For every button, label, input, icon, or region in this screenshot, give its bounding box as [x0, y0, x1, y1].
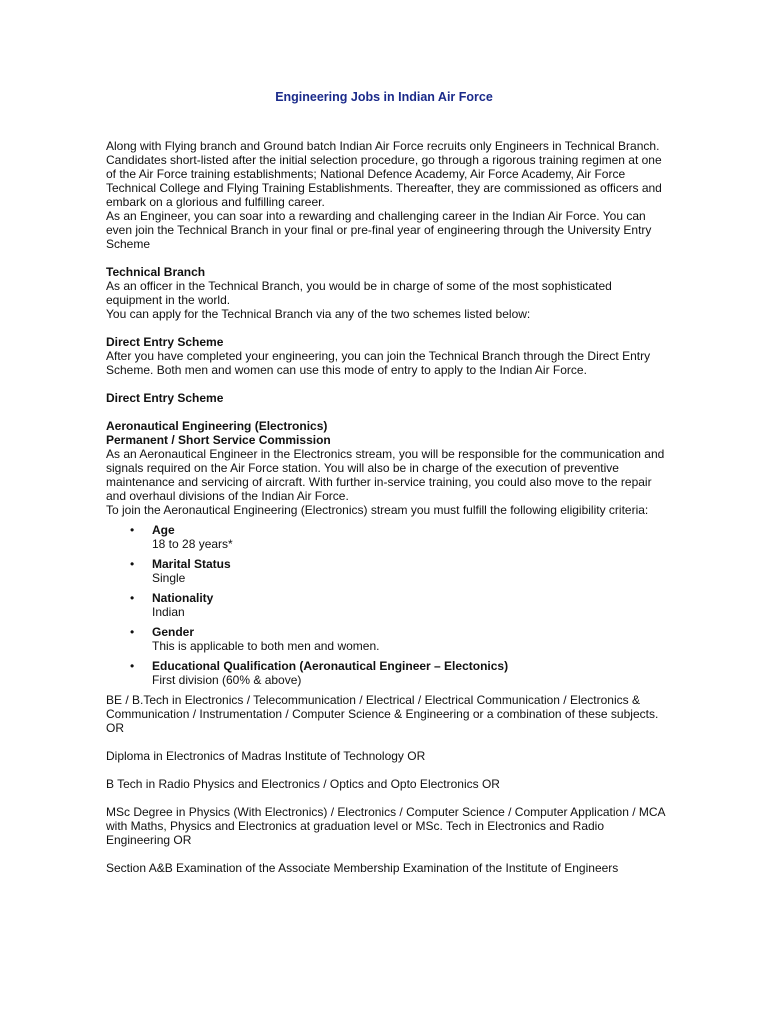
document-body [106, 139, 666, 875]
criteria-value: First division (60% & above) [152, 673, 302, 687]
criteria-value: Single [152, 571, 186, 585]
qualification-btech-radio-physics: B Tech in Radio Physics and Electronics / Optics and Opto Electronics OR [106, 777, 500, 791]
criteria-value: 18 to 28 years* [152, 537, 233, 551]
criteria-item-age [106, 523, 666, 551]
criteria-label: Educational Qualification (Aeronautical Engineer – Electonics) [152, 659, 509, 673]
direct-entry-paragraph: After you have completed your engineering, you can join the Technical Branch through the Direct Entry Scheme. Both men and women can use this mode of entry to apply to the Indian Air Force. [106, 349, 651, 377]
aero-subheading: Permanent / Short Service Commission [106, 433, 331, 447]
criteria-item-nationality [106, 591, 666, 619]
qualification-be-btech: BE / B.Tech in Electronics / Telecommunication / Electrical / Electrical Communication / Electronics & Communication / Instrumentation / Computer Science & Engineering or a combination of these subjects. OR [106, 693, 659, 735]
criteria-label: Marital Status [152, 557, 231, 571]
criteria-item-marital-status [106, 557, 666, 585]
aero-heading: Aeronautical Engineering (Electronics) [106, 419, 328, 433]
direct-entry-heading: Direct Entry Scheme [106, 335, 224, 349]
criteria-item-education [106, 659, 666, 687]
technical-branch-paragraph-2: You can apply for the Technical Branch via any of the two schemes listed below: [106, 307, 531, 321]
criteria-label: Gender [152, 625, 195, 639]
qualification-diploma: Diploma in Electronics of Madras Institute of Technology OR [106, 749, 426, 763]
qualification-msc: MSc Degree in Physics (With Electronics) / Electronics / Computer Science / Computer Application / MCA with Maths, Physics and Electronics at graduation level or MSc. Tech in Electronics and Radio Engineering OR [106, 805, 665, 847]
criteria-item-gender [106, 625, 666, 653]
eligibility-criteria-list [106, 523, 666, 687]
bullet-icon: • [130, 625, 135, 639]
criteria-value: Indian [152, 605, 185, 619]
criteria-label: Nationality [152, 591, 214, 605]
aero-paragraph-1: As an Aeronautical Engineer in the Electronics stream, you will be responsible for the communication and signals required on the Air Force station. You will also be in charge of the execution of preventive maintenance and servicing of aircraft. With further in-service training, you could also move to the repair and overhaul divisions of the Indian Air Force. [106, 447, 665, 503]
direct-entry-heading-2: Direct Entry Scheme [106, 391, 224, 405]
intro-paragraph-2: As an Engineer, you can soar into a rewarding and challenging career in the Indian Air Force. You can even join the Technical Branch in your final or pre-final year of engineering through the University Entry Scheme [106, 209, 652, 251]
aero-paragraph-2: To join the Aeronautical Engineering (Electronics) stream you must fulfill the following eligibility criteria: [106, 503, 649, 517]
page-title: Engineering Jobs in Indian Air Force [275, 90, 493, 104]
bullet-icon: • [130, 557, 135, 571]
bullet-icon: • [130, 591, 135, 605]
qualification-amie: Section A&B Examination of the Associate Membership Examination of the Institute of Engineers [106, 861, 619, 875]
criteria-label: Age [152, 523, 175, 537]
bullet-icon: • [130, 523, 135, 537]
criteria-value: This is applicable to both men and women. [152, 639, 380, 653]
intro-paragraph-1: Along with Flying branch and Ground batch Indian Air Force recruits only Engineers in Technical Branch. Candidates short-listed after the initial selection procedure, go through a rigorous training regimen at one of the Air Force training establishments; National Defence Academy, Air Force Academy, Air Force Technical College and Flying Training Establishments. Thereafter, they are commissioned as officers and embark on a glorious and fulfilling career. [106, 139, 662, 209]
bullet-icon: • [130, 659, 135, 673]
technical-branch-paragraph-1: As an officer in the Technical Branch, you would be in charge of some of the most sophisticated equipment in the world. [106, 279, 612, 307]
technical-branch-heading: Technical Branch [106, 265, 206, 279]
